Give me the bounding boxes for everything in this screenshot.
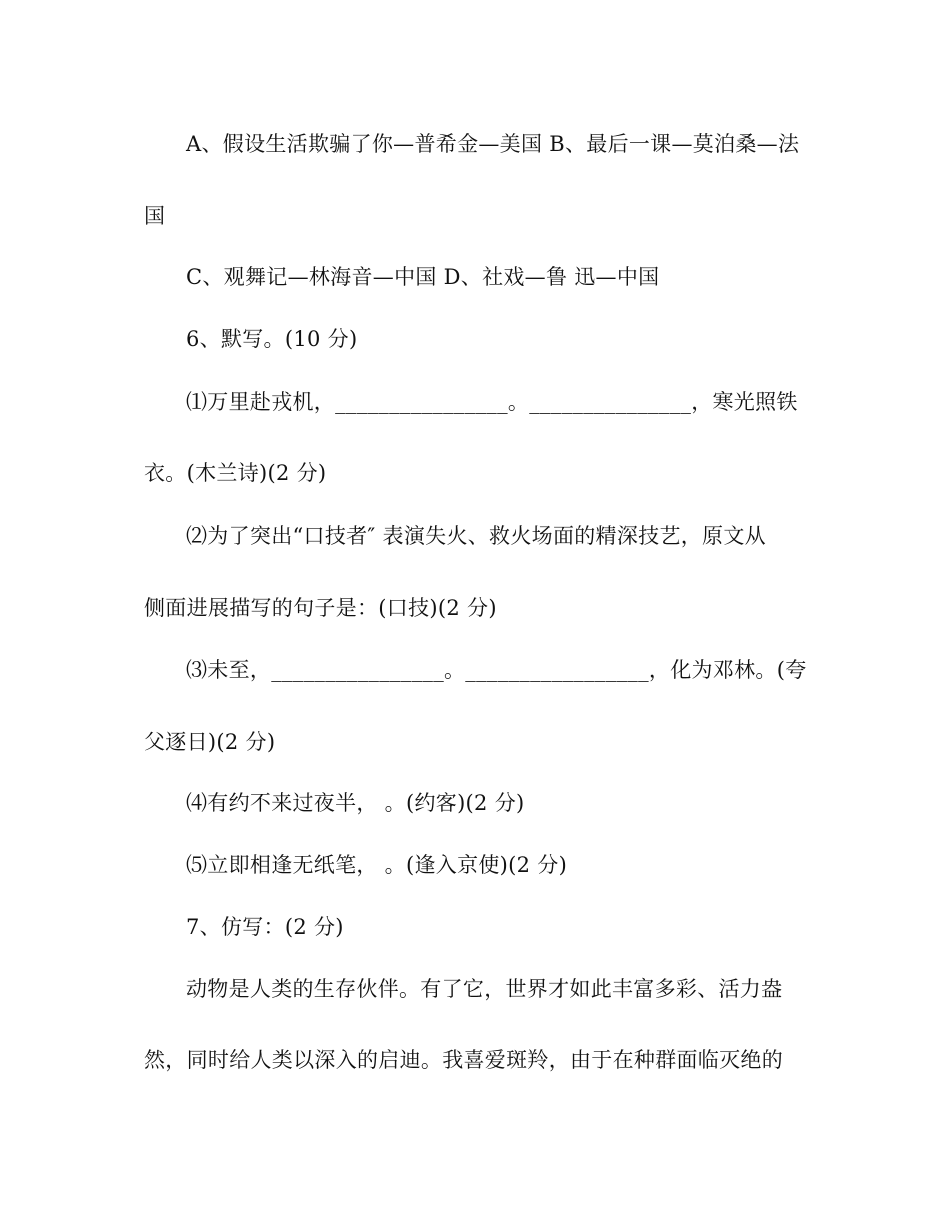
option-line-ab: A、假设生活欺骗了你—普希金—美国 B、最后一课—莫泊桑—法	[186, 132, 800, 156]
dictation-item-5: ⑸立即相逢无纸笔， 。(逢入京使)(2 分)	[186, 853, 568, 877]
dictation-item-2: ⑵为了突出“口技者″ 表演失火、救火场面的精深技艺，原文从	[186, 524, 766, 548]
question-7-heading: 7、仿写：(2 分)	[186, 915, 344, 939]
dictation-item-4: ⑷有约不来过夜半， 。(约客)(2 分)	[186, 791, 525, 815]
dictation-item-1: ⑴万里赴戎机，________________。_______________，寒光照铁	[186, 390, 798, 414]
dictation-item-3-continued: 父逐日)(2 分)	[144, 730, 276, 754]
option-line-cd: C、观舞记—林海音—中国 D、社戏—鲁 迅—中国	[186, 265, 660, 289]
dictation-item-3: ⑶未至，________________。_________________，化为邓林。(夸	[186, 658, 807, 682]
dictation-item-2-continued: 侧面进展描写的句子是：(口技)(2 分)	[144, 596, 497, 620]
imitation-paragraph-line-2: 然，同时给人类以深入的启迪。我喜爱斑羚，由于在种群面临灭绝的	[144, 1048, 783, 1072]
option-line-ab-continued: 国	[144, 204, 166, 228]
imitation-paragraph-line-1: 动物是人类的生存伙伴。有了它，世界才如此丰富多彩、活力盎	[186, 977, 783, 1001]
question-6-heading: 6、默写。(10 分)	[186, 327, 358, 351]
dictation-item-1-continued: 衣。(木兰诗)(2 分)	[144, 461, 327, 485]
